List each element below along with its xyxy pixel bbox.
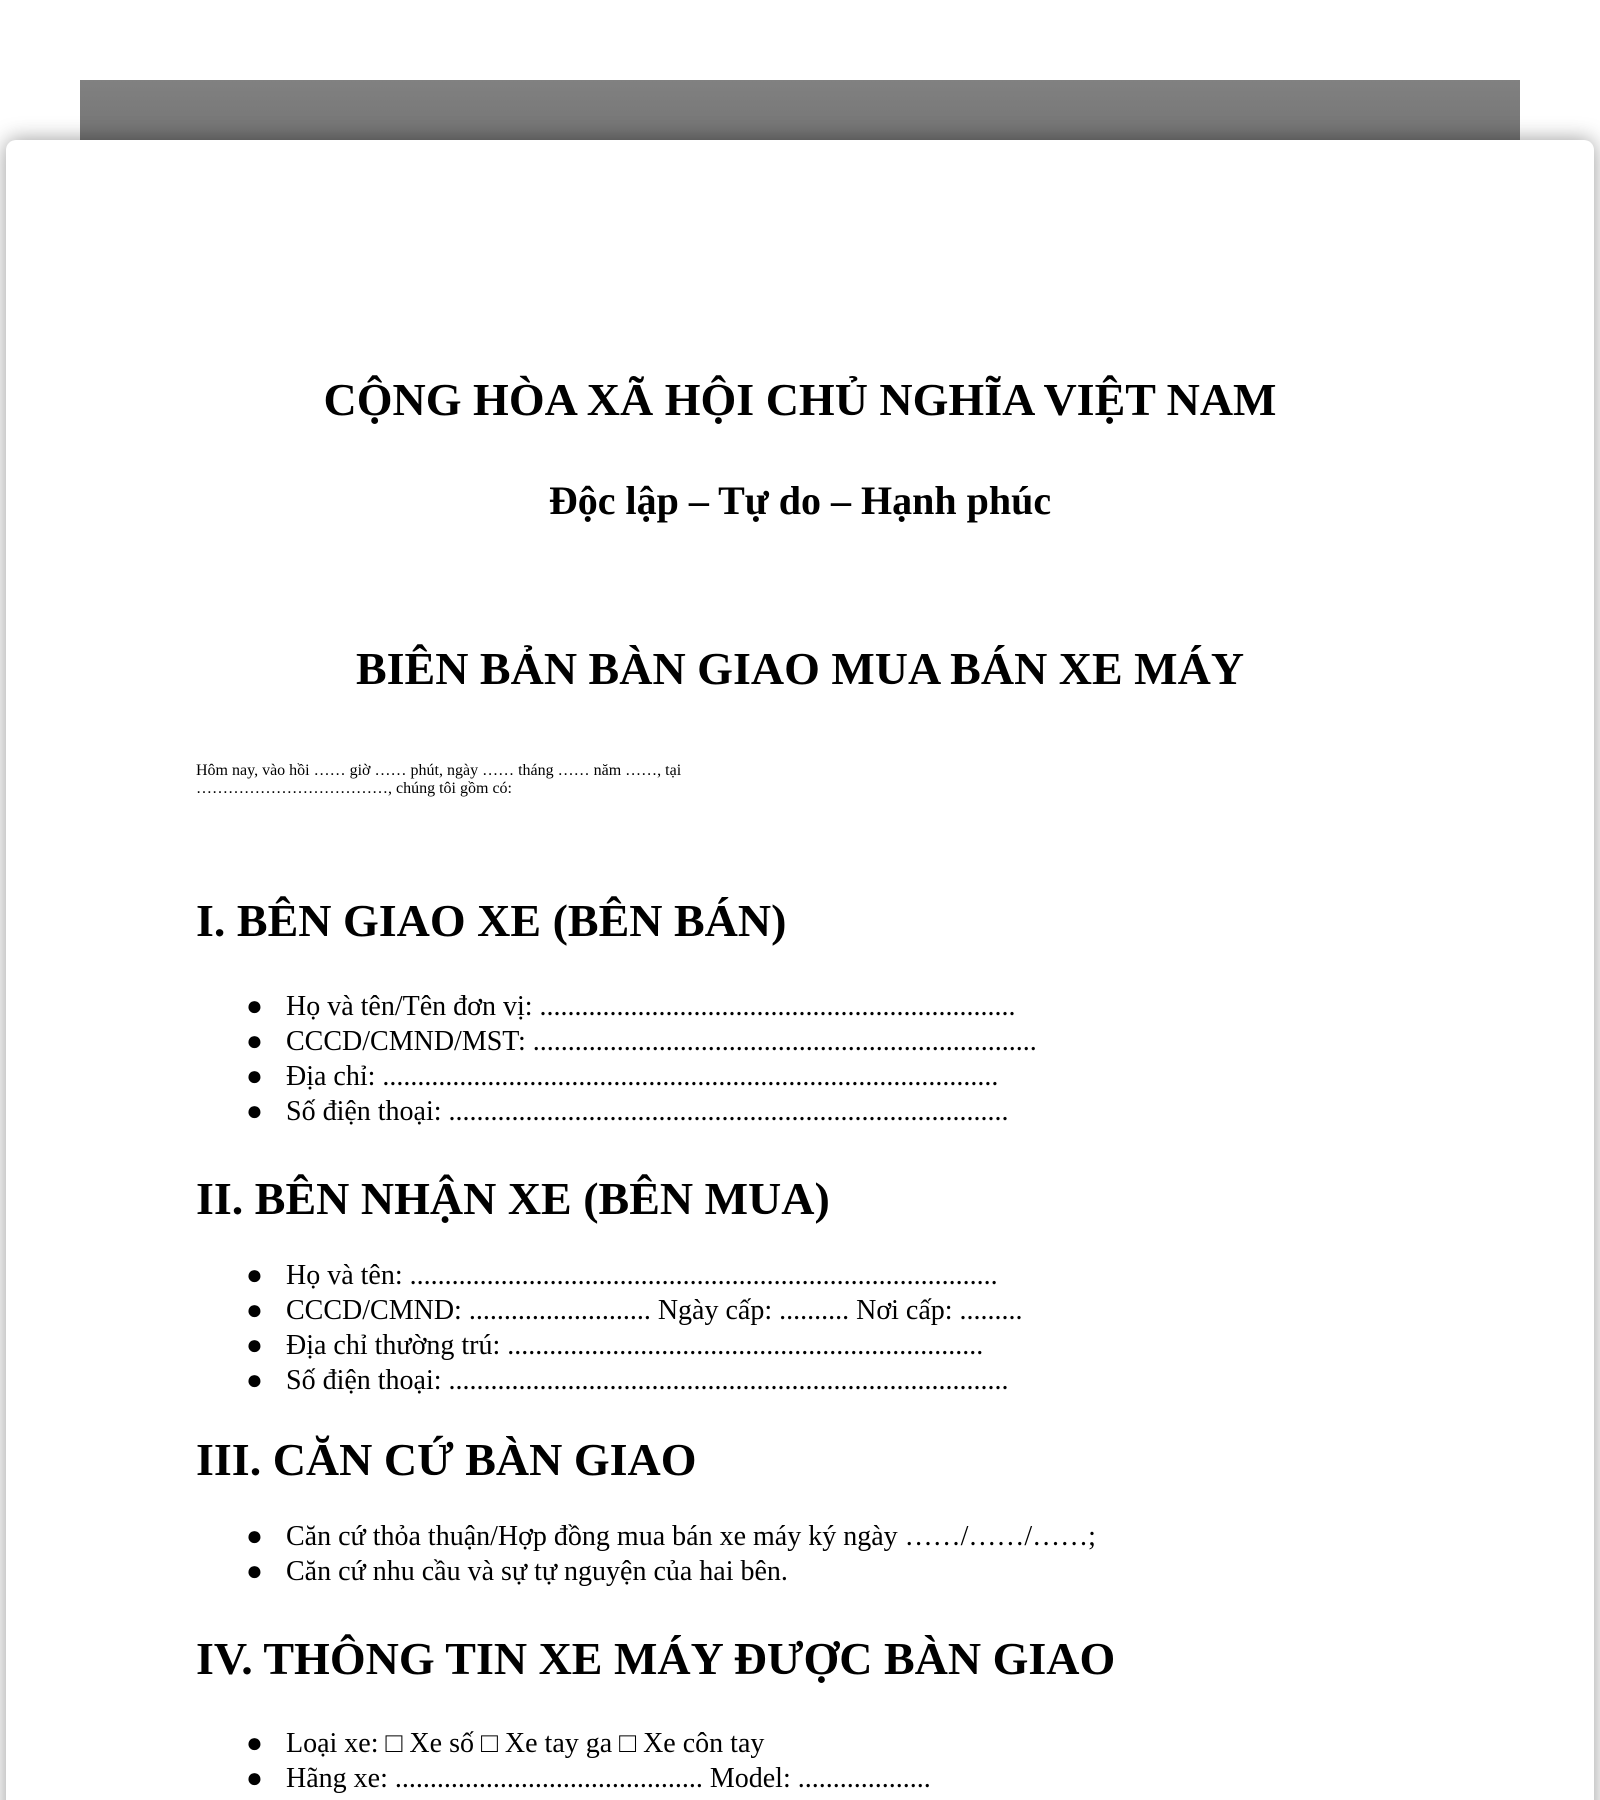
list-item — [196, 1554, 1404, 1589]
viewer-toolbar — [80, 80, 1520, 142]
list-item — [196, 1726, 1404, 1761]
bullet-icon: ● — [246, 1095, 263, 1127]
bullet-icon: ● — [246, 990, 263, 1022]
national-title: CỘNG HÒA XÃ HỘI CHỦ NGHĨA VIỆT NAM — [323, 374, 1277, 425]
bullet-icon: ● — [246, 1060, 263, 1092]
section-heading-seller: I. BÊN GIAO XE (BÊN BÁN) — [196, 895, 787, 947]
section-buyer-list — [196, 1258, 1404, 1398]
list-item-text: CCCD/CMND/MST: ........................................................................ — [286, 1025, 1037, 1057]
list-item-text: Hãng xe: ............................................ Model: ................... — [286, 1763, 931, 1795]
section-basis-list — [196, 1519, 1404, 1589]
list-item — [196, 1519, 1404, 1554]
bullet-icon: ● — [246, 1520, 263, 1552]
list-item-text: Họ và tên/Tên đơn vị: .................................................................... — [286, 990, 1016, 1022]
list-item — [196, 1094, 1404, 1129]
section-heading-vehicle-info: IV. THÔNG TIN XE MÁY ĐƯỢC BÀN GIAO — [196, 1632, 1116, 1684]
bullet-icon: ● — [246, 1763, 263, 1795]
list-item — [196, 1761, 1404, 1796]
section-heading-buyer: II. BÊN NHẬN XE (BÊN MUA) — [196, 1172, 830, 1224]
document-content — [6, 372, 1594, 1796]
section-heading-basis: III. CĂN CỨ BÀN GIAO — [196, 1433, 697, 1485]
bullet-icon: ● — [246, 1294, 263, 1326]
list-item — [196, 1293, 1404, 1328]
list-item-text: Địa chỉ: ........................................................................................ — [286, 1060, 999, 1092]
bullet-icon: ● — [246, 1555, 263, 1587]
list-item-text: Địa chỉ thường trú: .................................................................... — [286, 1329, 984, 1361]
list-item-text: Số điện thoại: ................................................................................ — [286, 1095, 1009, 1127]
bullet-icon: ● — [246, 1025, 263, 1057]
list-item — [196, 1258, 1404, 1293]
list-item-text: Căn cứ nhu cầu và sự tự nguyện của hai bên. — [286, 1555, 788, 1587]
bullet-icon: ● — [246, 1259, 263, 1291]
list-item — [196, 1363, 1404, 1398]
national-motto: Độc lập – Tự do – Hạnh phúc — [548, 478, 1052, 524]
list-item-text: Loại xe: □ Xe số □ Xe tay ga □ Xe côn tay — [286, 1728, 765, 1760]
document-title: BIÊN BẢN BÀN GIAO MUA BÁN XE MÁY — [355, 643, 1245, 695]
intro-line-2: ………………………………, chúng tôi gồm có: — [196, 780, 512, 798]
bullet-icon: ● — [246, 1329, 263, 1361]
list-item — [196, 1059, 1404, 1094]
section-seller-list — [196, 989, 1404, 1129]
section-vehicle-list — [196, 1726, 1404, 1796]
list-item — [196, 989, 1404, 1024]
bullet-icon: ● — [246, 1364, 263, 1396]
list-item-text: Họ và tên: .................................................................................... — [286, 1259, 998, 1291]
list-item — [196, 1024, 1404, 1059]
intro-line-1: Hôm nay, vào hồi …… giờ …… phút, ngày …… tháng …… năm ……, tại — [196, 762, 682, 780]
list-item — [196, 1328, 1404, 1363]
bullet-icon: ● — [246, 1728, 263, 1760]
list-item-text: Căn cứ thỏa thuận/Hợp đồng mua bán xe máy ký ngày ……/……/……; — [286, 1520, 1096, 1552]
document-page — [6, 140, 1594, 1800]
list-item-text: Số điện thoại: ................................................................................ — [286, 1364, 1009, 1396]
list-item-text: CCCD/CMND: .......................... Ngày cấp: .......... Nơi cấp: ......... — [286, 1294, 1023, 1326]
